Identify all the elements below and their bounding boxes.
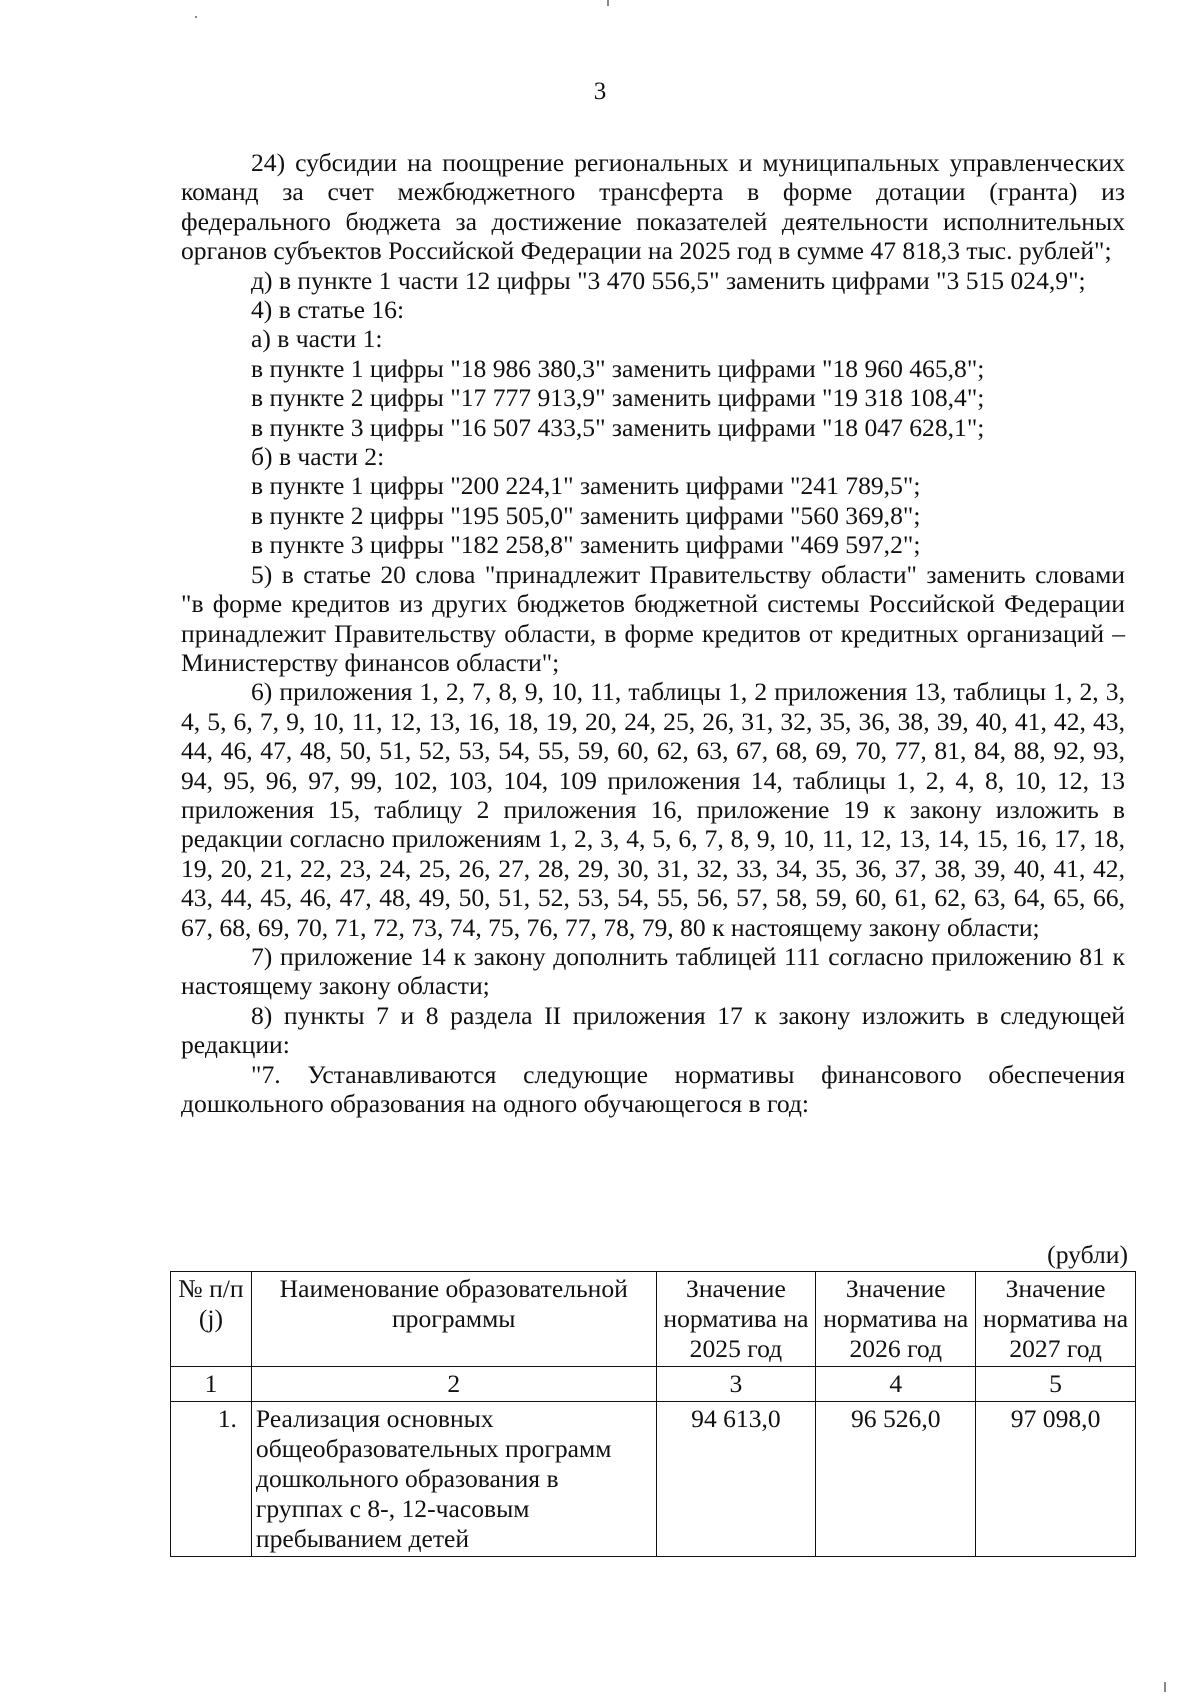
paragraph: в пункте 3 цифры "182 258,8" заменить цифрами "469 597,2"; [251,530,921,560]
paragraph: 8) пункты 7 и 8 раздела II приложения 17 к закону изложить в следующей редакции: [181,1000,1125,1060]
paragraph: д) в пункте 1 части 12 цифры "3 470 556,5" заменить цифрами "3 515 024,9"; [251,265,1086,295]
header-name: Наименование образовательной программы [251,1272,656,1367]
row-name: Реализация основных общеобразовательных программ дошкольного образования в группах с 8-, 12-часовым пребыванием детей [251,1402,656,1557]
paragraph: в пункте 1 цифры "18 986 380,3" заменить цифрами "18 960 465,8"; [251,353,985,383]
paragraph: "7. Устанавливаются следующие нормативы финансового обеспечения дошкольного образования на одного обучающегося в год: [181,1059,1125,1118]
col-number: 1 [171,1367,252,1402]
paragraph: б) в части 2: [251,442,385,472]
table-header-row [171,1272,1136,1367]
row-num: 1. [171,1402,252,1557]
scan-speck [1164,1682,1166,1692]
paragraph: 4) в статье 16: [251,295,405,325]
paragraph: в пункте 2 цифры "195 505,0" заменить цифрами "560 369,8"; [251,500,921,530]
col-number: 3 [656,1367,816,1402]
scan-speck [607,0,609,6]
col-number: 5 [976,1367,1136,1402]
row-value-2026: 96 526,0 [816,1402,976,1557]
paragraph: а) в части 1: [251,324,383,354]
paragraph: 6) приложения 1, 2, 7, 8, 9, 10, 11, таблицы 1, 2 приложения 13, таблицы 1, 2, 3, 4, 5, 6, 7, 9, 10, 11, 12, 13, 16, 18, 19, 20, 24, 25, 26, 31, 32, 35, 36, 38, 39, 40, 41, 42, 43, 44, 46, 47, 48, 50, 51, 52, 53, 54, 55, 59, 60, 62, 63, 67, 68, 69, 70, 77, 81, 84, 88, 92, 93, 94, 95, 96, 97, 99, 102, 103, 104, 109 приложения 14, таблицы 1, 2, 4, 8, 10, 12, 13 приложения 15, таблицу 2 приложения 16, приложение 19 к закону изложить в редакции согласно приложениям 1, 2, 3, 4, 5, 6, 7, 8, 9, 10, 11, 12, 13, 14, 15, 16, 17, 18, 19, 20, 21, 22, 23, 24, 25, 26, 27, 28, 29, 30, 31, 32, 33, 34, 35, 36, 37, 38, 39, 40, 41, 42, 43, 44, 45, 46, 47, 48, 49, 50, 51, 52, 53, 54, 55, 56, 57, 58, 59, 60, 61, 62, 63, 64, 65, 66, 67, 68, 69, 70, 71, 72, 73, 74, 75, 76, 77, 78, 79, 80 к настоящему закону области; [181,677,1125,942]
paragraph: 24) субсидии на поощрение региональных и муниципальных управленческих команд за счет межбюджетного трансферта в форме дотации (гранта) из федерального бюджета за достижение показателей деятельности исполнительных органов субъектов Российской Федерации на 2025 год в сумме 47 818,3 тыс. рублей"; [181,148,1125,266]
row-value-2027: 97 098,0 [976,1402,1136,1557]
table-units: (рубли) [1047,1240,1128,1269]
header-2025: Значение норматива на 2025 год [656,1272,816,1367]
paragraph: в пункте 3 цифры "16 507 433,5" заменить цифрами "18 047 628,1"; [251,412,985,442]
header-2026: Значение норматива на 2026 год [816,1272,976,1367]
paragraph: 7) приложение 14 к закону дополнить таблицей 111 согласно приложению 81 к настоящему закону области; [181,941,1125,1001]
table-row [171,1402,1136,1557]
header-2027: Значение норматива на 2027 год [976,1272,1136,1367]
scan-speck [195,16,197,18]
col-number: 2 [251,1367,656,1402]
row-value-2025: 94 613,0 [656,1402,816,1557]
norms-table [170,1271,1136,1557]
col-number: 4 [816,1367,976,1402]
table-col-numbers-row [171,1367,1136,1402]
document-body [181,148,1125,1118]
paragraph: в пункте 1 цифры "200 224,1" заменить цифрами "241 789,5"; [251,471,921,501]
header-num: № п/п (j) [171,1272,252,1367]
paragraph: в пункте 2 цифры "17 777 913,9" заменить цифрами "19 318 108,4"; [251,383,985,413]
paragraph: 5) в статье 20 слова "принадлежит Правительству области" заменить словами "в форме кредитов из других бюджетов бюджетной системы Российской Федерации принадлежит Правительству области, в форме кредитов от кредитных организаций – Министерству финансов области"; [181,559,1125,677]
page-number: 3 [593,78,607,105]
